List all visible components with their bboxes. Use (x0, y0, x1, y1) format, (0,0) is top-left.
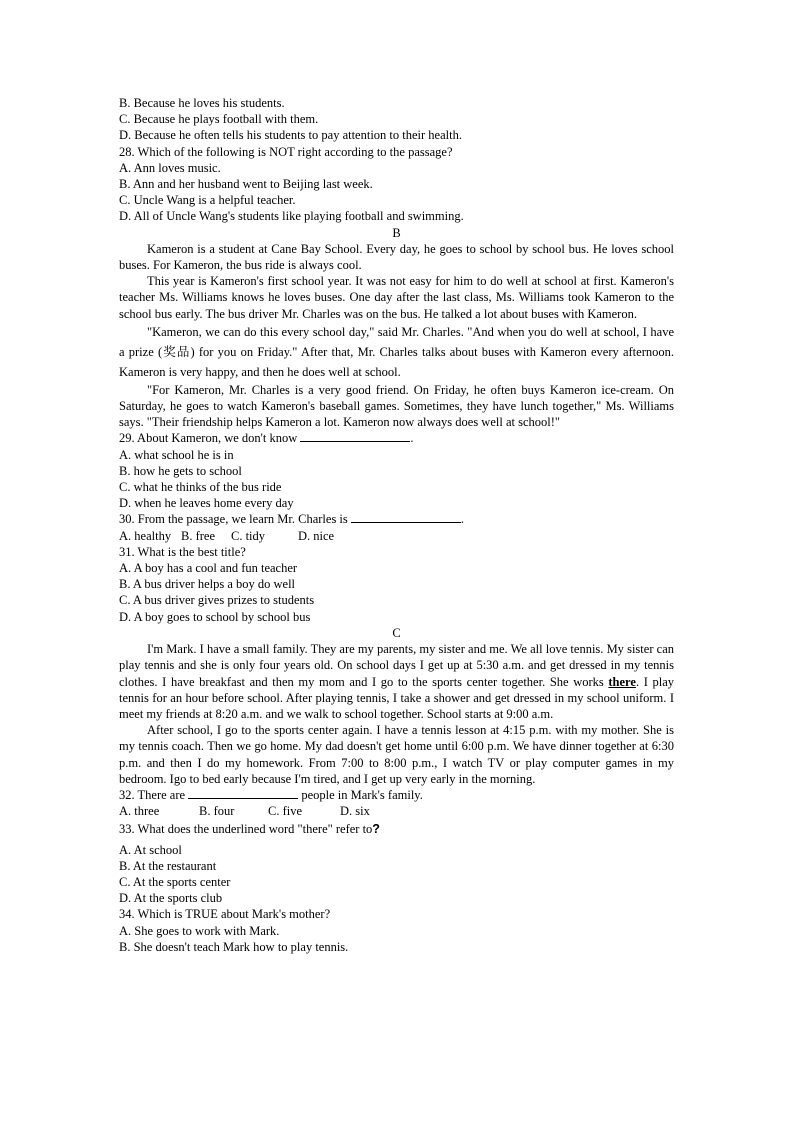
q28-option-c: C. Uncle Wang is a helpful teacher. (119, 193, 296, 208)
q30-stem-text: 30. From the passage, we learn Mr. Charles is (119, 512, 348, 527)
q32-stem (119, 787, 674, 803)
q27-option-d: D. Because he often tells his students to pay attention to their health. (119, 128, 462, 143)
section-c-paragraph-1 (119, 641, 674, 722)
q32-options (119, 803, 674, 819)
section-b-paragraph-1: Kameron is a student at Cane Bay School. Every day, he goes to school by school bus. He loves school buses. For Kameron, the bus ride is always cool. (119, 241, 674, 273)
q33-option-b: B. At the restaurant (119, 858, 217, 873)
q32-stem-end: people in Mark's family. (301, 787, 423, 802)
q32-option-d: D. six (340, 804, 370, 819)
q32-option-b: B. four (199, 804, 235, 819)
q32-answer-blank (188, 787, 298, 799)
section-c-heading: C (392, 625, 401, 640)
q28-stem: 28. Which of the following is NOT right according to the passage? (119, 144, 453, 159)
q33-stem-text: 33. What does the underlined word "there" refer to (119, 822, 373, 837)
document-page (119, 95, 674, 955)
q29-option-d: D. when he leaves home every day (119, 496, 294, 511)
q30-option-d: D. nice (298, 528, 335, 543)
q33-stem (119, 821, 674, 837)
q30-option-c: C. tidy (231, 528, 266, 543)
q30-options (119, 528, 674, 544)
q34-option-b: B. She doesn't teach Mark how to play tennis. (119, 939, 349, 954)
q33-question-mark: ? (372, 822, 380, 837)
q30-answer-blank (351, 511, 461, 523)
q29-stem-end: . (410, 431, 414, 446)
q32-option-a: A. three (119, 804, 160, 819)
q30-stem-end: . (460, 512, 465, 527)
q33-option-d: D. At the sports club (119, 891, 223, 906)
underlined-word-there: there (608, 674, 636, 689)
q33-option-a: A. At school (119, 842, 182, 857)
q29-option-b: B. how he gets to school (119, 463, 242, 478)
section-b-paragraph-3: "Kameron, we can do this every school day," said Mr. Charles. "And when you do well at school, I have a prize (奖品) for you on Friday." After that, Mr. Charles talks about buses with Kameron every afternoon. Kameron is very happy, and then he does well at school. (119, 324, 674, 379)
q34-stem: 34. Which is TRUE about Mark's mother? (119, 907, 331, 922)
q31-stem: 31. What is the best title? (119, 544, 246, 559)
q29-stem (119, 430, 674, 446)
q32-option-c: C. five (268, 804, 303, 819)
q28-option-d: D. All of Uncle Wang's students like playing football and swimming. (119, 209, 464, 224)
q27-option-c: C. Because he plays football with them. (119, 112, 319, 127)
q29-answer-blank (300, 430, 410, 442)
q30-option-a: A. healthy (119, 528, 172, 543)
q34-option-a: A. She goes to work with Mark. (119, 923, 280, 938)
section-c-paragraph-2: After school, I go to the sports center again. I have a tennis lesson at 4:15 p.m. with my mother. She is my tennis coach. Then we go home. My dad doesn't get home until 6:00 p.m. We have dinner together at 6:30 p.m. and then I do my homework. From 7:00 to 8:00 p.m., I watch TV or play computer games in my bedroom. Igo to bed early because I'm tired, and I get up very early in the morning. (119, 723, 674, 786)
q28-option-a: A. Ann loves music. (119, 160, 221, 175)
section-b-paragraph-2: This year is Kameron's first school year. It was not easy for him to do well at school at first. Kameron's teacher Ms. Williams knows he loves buses. One day after the last class, Ms. Williams took Kameron to the school bus early. The bus driver Mr. Charles was on the bus. He talked a lot about buses with Kameron. (119, 274, 674, 321)
q33-option-c: C. At the sports center (119, 874, 231, 889)
q29-option-a: A. what school he is in (119, 447, 234, 462)
q31-option-a: A. A boy has a cool and fun teacher (119, 561, 298, 576)
section-b-paragraph-4: "For Kameron, Mr. Charles is a very good friend. On Friday, he often buys Kameron ice-cream. On Saturday, he goes to watch Kameron's baseball games. Sometimes, they have lunch together," Ms. Williams says. "Their friendship helps Kameron a lot. Kameron now always does well at school!" (119, 382, 674, 430)
section-c-p1-start: I'm Mark. I have a small family. They are my parents, my sister and me. We all love tennis. My sister can play tennis and she is only four years old. On school days I get up at 5:30 a.m. and get dressed in my tennis clothes. I have breakfast and then my mom and I go to the sports center together. She works (119, 642, 674, 689)
section-c-p1-end: . I play tennis for an hour before school. After playing tennis, I take a shower and get dressed in my school uniform. I meet my friends at 8:20 a.m. and we walk to school together. School starts at 9:00 a.m. (119, 674, 674, 721)
section-b-heading: B (392, 225, 401, 240)
q29-option-c: C. what he thinks of the bus ride (119, 480, 282, 495)
q30-stem (119, 511, 674, 527)
q29-stem-text: 29. About Kameron, we don't know (119, 431, 298, 446)
q27-option-b: B. Because he loves his students. (119, 96, 285, 110)
q31-option-b: B. A bus driver helps a boy do well (119, 577, 296, 592)
q28-option-b: B. Ann and her husband went to Beijing last week. (119, 177, 373, 192)
q32-stem-text: 32. There are (119, 787, 186, 802)
q30-option-b: B. free (181, 528, 216, 543)
q31-option-c: C. A bus driver gives prizes to students (119, 593, 315, 608)
q31-option-d: D. A boy goes to school by school bus (119, 609, 311, 624)
